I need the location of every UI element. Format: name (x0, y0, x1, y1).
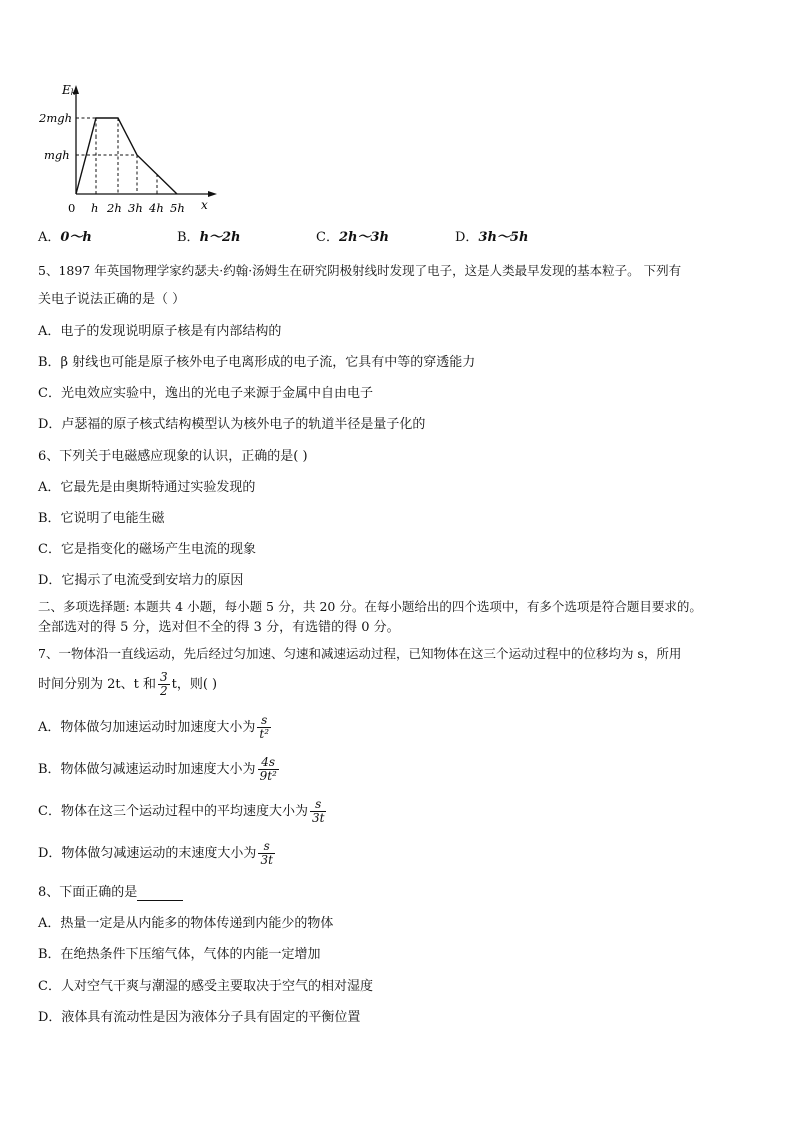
x-tick-2h: 2h (107, 201, 122, 215)
q8-stem (38, 884, 183, 901)
q5-stem-line2: 关电子说法正确的是（ ） (38, 292, 186, 307)
q4-option-d (455, 229, 528, 246)
q7-option-a (38, 714, 273, 741)
y-tick-2mgh: 2mgh (39, 111, 72, 125)
q6-option-d: D．它揭示了电流受到安培力的原因 (38, 573, 244, 588)
fraction-denominator: 2 (159, 684, 168, 698)
option-text: 2h～3h (338, 230, 389, 245)
q5-option-d: D．卢瑟福的原子核式结构模型认为核外电子的轨道半径是量子化的 (38, 417, 426, 432)
fraction-numerator: s (263, 839, 270, 853)
option-text: B．物体做匀减速运动时加速度大小为 (38, 762, 256, 777)
x-tick-0: 0 (68, 201, 76, 215)
q5-option-a: A．电子的发现说明原子核是有内部结构的 (38, 324, 282, 339)
option-fraction (257, 714, 271, 741)
option-label: A． (38, 230, 61, 245)
fraction-denominator: 3t (260, 853, 273, 867)
section2-line1: 二、多项选择题: 本题共 4 小题，每小题 5 分，共 20 分。在每小题给出的四个选项中，有多个选项是符合题目要求的。 (38, 599, 702, 614)
q7-stem-tail: t，则( ) (171, 677, 218, 692)
x-axis-arrow (208, 191, 217, 197)
option-fraction (258, 756, 279, 783)
fraction-numerator: 4s (261, 755, 276, 769)
q4-option-c (316, 229, 389, 246)
fraction-numerator: 3 (159, 670, 168, 684)
q7-fraction (158, 671, 170, 698)
fraction-denominator: t² (259, 727, 270, 741)
q6-stem: 6、下列关于电磁感应现象的认识，正确的是( ) (38, 449, 308, 464)
ek-x-graph (34, 82, 224, 217)
fraction-numerator: s (315, 797, 322, 811)
q7-stem-line1: 7、一物体沿一直线运动，先后经过匀加速、匀速和减速运动过程，已知物体在这三个运动过程中的位移均为 s，所用 (38, 646, 682, 661)
option-label: B． (177, 230, 200, 245)
q8-option-a: A．热量一定是从内能多的物体传递到内能少的物体 (38, 916, 334, 931)
x-tick-4h: 4h (149, 201, 164, 215)
option-label: D． (455, 230, 479, 245)
q7-stem-line2 (38, 671, 217, 698)
option-text: 3h～5h (478, 230, 529, 245)
answer-blank (137, 888, 183, 901)
option-text: D．物体做匀减速运动的末速度大小为 (38, 846, 257, 861)
fraction-denominator: 3t (311, 811, 325, 825)
x-tick-5h: 5h (170, 201, 185, 215)
option-text: C．物体在这三个运动过程中的平均速度大小为 (38, 804, 308, 819)
q5-stem-line1: 5、1897 年英国物理学家约瑟夫·约翰·汤姆生在研究阴极射线时发现了电子，这是人类最早发现的基本粒子。 下列有 (38, 263, 682, 278)
q8-option-c: C．人对空气干爽与潮湿的感受主要取决于空气的相对湿度 (38, 979, 373, 994)
y-axis-label: Ek (62, 83, 76, 97)
q4-option-a (38, 229, 92, 246)
q8-option-d: D．液体具有流动性是因为液体分子具有固定的平衡位置 (38, 1010, 361, 1025)
option-text: 0～h (60, 230, 92, 245)
ek-curve (76, 118, 177, 194)
fraction-numerator: s (261, 713, 268, 727)
y-tick-mgh: mgh (44, 148, 70, 162)
q5-option-c: C．光电效应实验中，逸出的光电子来源于金属中自由电子 (38, 386, 373, 401)
x-axis-label: x (201, 198, 208, 212)
option-text: h～2h (199, 230, 241, 245)
q8-option-b: B．在绝热条件下压缩气体，气体的内能一定增加 (38, 947, 321, 962)
q6-option-c: C．它是指变化的磁场产生电流的现象 (38, 542, 256, 557)
option-fraction (258, 840, 274, 867)
q5-option-b: B．β 射线也可能是原子核外电子电离形成的电子流，它具有中等的穿透能力 (38, 355, 476, 370)
fraction-denominator: 9t² (259, 769, 277, 783)
q7-option-d (38, 840, 277, 867)
x-tick-h: h (91, 201, 99, 215)
section2-line2: 全部选对的得 5 分，选对但不全的得 3 分，有选错的得 0 分。 (38, 620, 400, 635)
option-label: C． (316, 230, 339, 245)
q7-option-b (38, 756, 281, 783)
q6-option-a: A．它最先是由奥斯特通过实验发现的 (38, 480, 256, 495)
q4-option-b (177, 229, 241, 246)
x-tick-3h: 3h (128, 201, 143, 215)
q7-time-text: 时间分别为 2t、t 和 (38, 677, 156, 692)
option-text: A．物体做匀加速运动时加速度大小为 (38, 720, 256, 735)
q8-stem-text: 8、下面正确的是 (38, 885, 138, 900)
q6-option-b: B．它说明了电能生磁 (38, 511, 165, 526)
option-fraction (310, 798, 326, 825)
q7-option-c (38, 798, 328, 825)
